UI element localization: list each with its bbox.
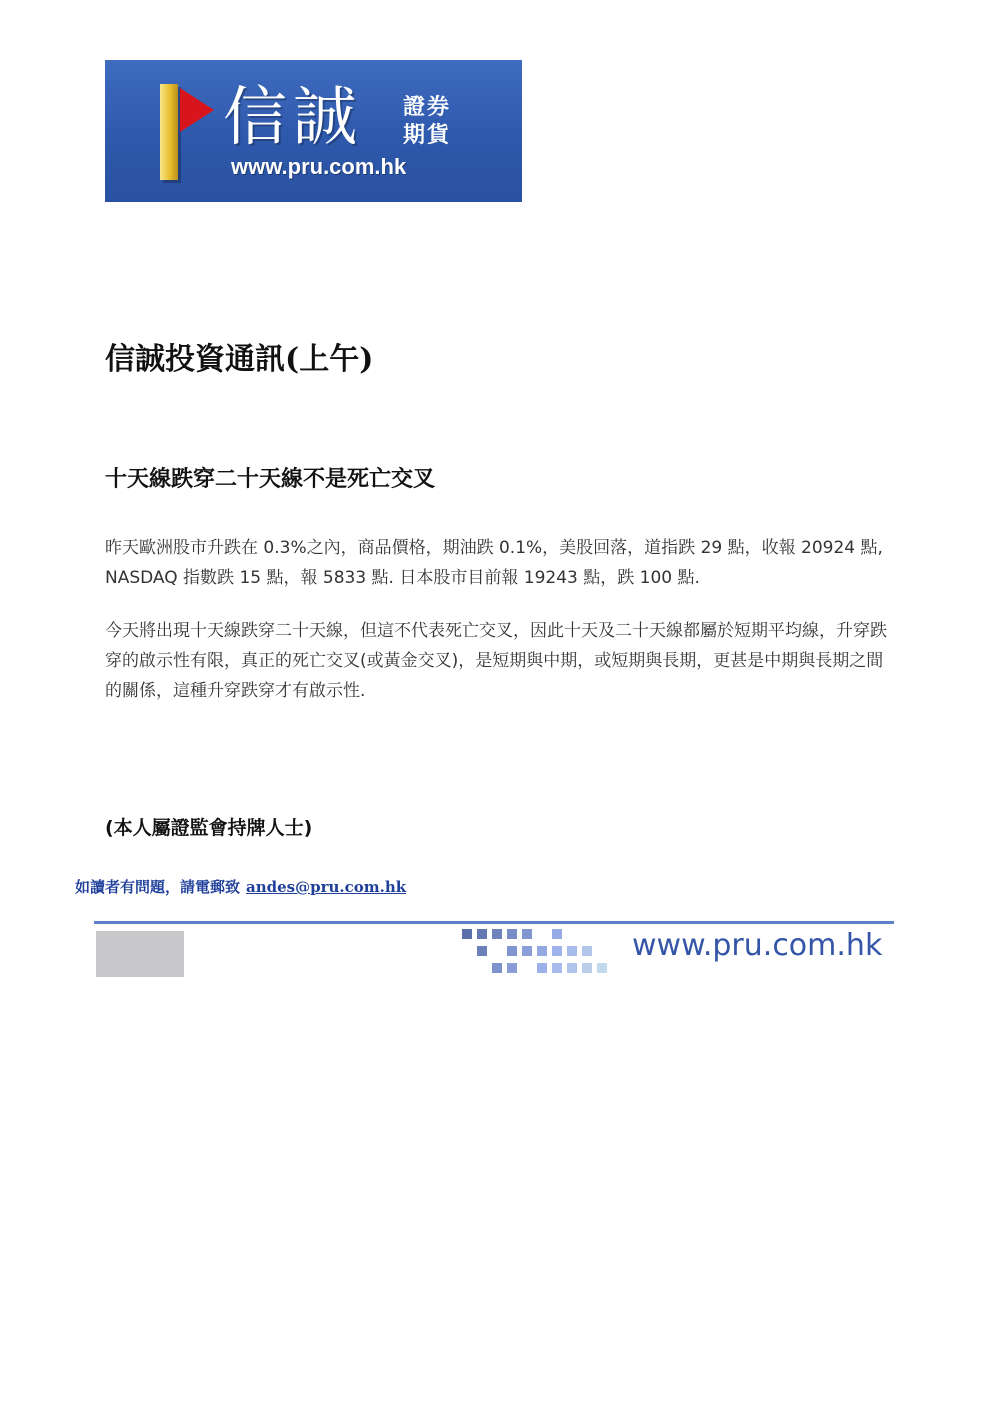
footer-square xyxy=(567,946,577,956)
footer-square xyxy=(552,963,562,973)
contact-prompt: 如讀者有問題，請電郵致 xyxy=(75,878,241,896)
contact-line xyxy=(75,876,406,898)
article-paragraph-1: 昨天歐洲股市升跌在 0.3%之內，商品價格，期油跌 0.1%，美股回落，道指跌 29 點，收報 20924 點, NASDAQ 指數跌 15 點，報 5833 點. 日本股市目前報 19243 點，跌 100 點. xyxy=(105,538,883,588)
license-note: (本人屬證監會持牌人士) xyxy=(105,817,313,839)
footer-url: www.pru.com.hk xyxy=(632,928,883,963)
article-headline: 十天線跌穿二十天線不是死亡交叉 xyxy=(105,467,436,492)
footer-square xyxy=(507,963,517,973)
footer-square xyxy=(537,946,547,956)
logo-sub-line-1: 證券 xyxy=(403,95,452,120)
logo-sub-line-2: 期貨 xyxy=(403,123,452,148)
footer-square xyxy=(492,963,502,973)
brand-logo-banner xyxy=(105,60,522,202)
footer-square xyxy=(597,963,607,973)
footer-square xyxy=(507,929,517,939)
logo-brand-sub xyxy=(403,94,473,150)
logo-flag-icon xyxy=(180,88,214,132)
logo-pillar-icon xyxy=(160,84,178,180)
footer-square xyxy=(462,929,472,939)
footer-square xyxy=(582,963,592,973)
footer-divider xyxy=(94,921,894,924)
logo-brand-name: 信誠 xyxy=(223,81,363,155)
footer-square xyxy=(567,963,577,973)
footer-square xyxy=(522,929,532,939)
logo-url: www.pru.com.hk xyxy=(231,154,407,179)
footer-square xyxy=(582,946,592,956)
footer-square xyxy=(477,929,487,939)
page-title: 信誠投資通訊(上午) xyxy=(105,342,374,377)
footer-square xyxy=(552,929,562,939)
article-paragraph-2: 今天將出現十天線跌穿二十天線，但這不代表死亡交叉，因此十天及二十天線都屬於短期平均線，升穿跌穿的啟示性有限，真正的死亡交叉(或黃金交叉)，是短期與中期，或短期與長期，更甚是中期與長期之間的關係，這種升穿跌穿才有啟示性. xyxy=(105,621,887,701)
footer-square xyxy=(492,929,502,939)
footer-square xyxy=(522,946,532,956)
footer-square xyxy=(477,946,487,956)
footer-gray-block xyxy=(96,931,184,977)
contact-email-link[interactable]: andes@pru.com.hk xyxy=(246,878,407,896)
footer-square xyxy=(552,946,562,956)
footer-square xyxy=(537,963,547,973)
footer-pattern-icon xyxy=(462,929,622,981)
footer-square xyxy=(507,946,517,956)
